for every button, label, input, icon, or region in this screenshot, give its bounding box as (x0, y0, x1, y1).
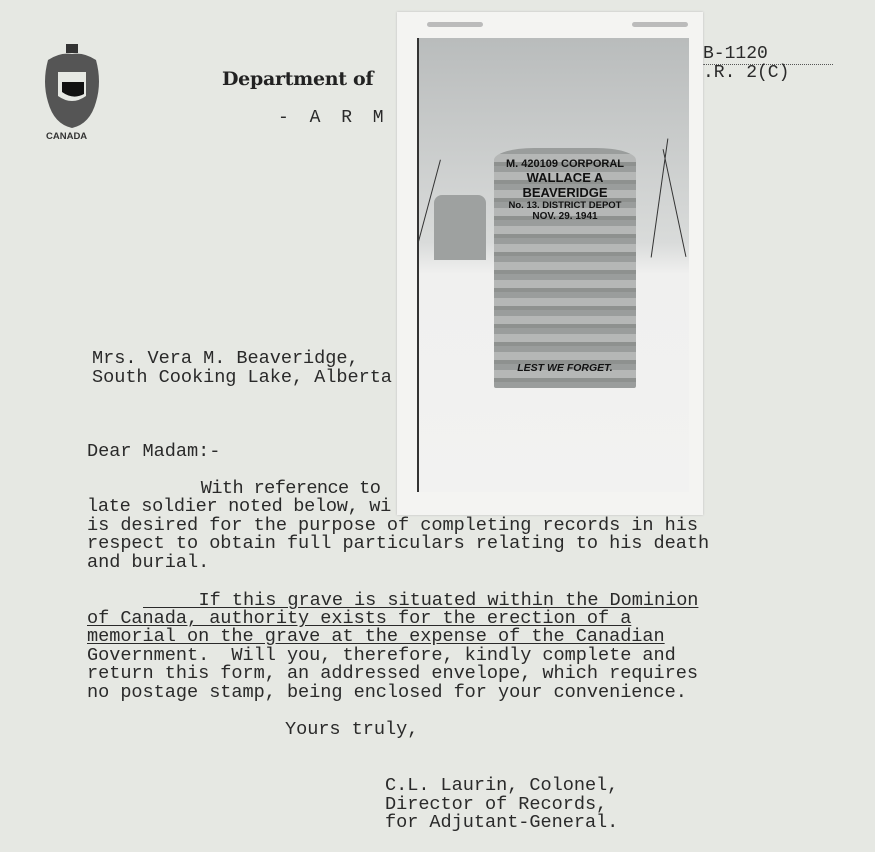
reference-form: .R. 2(C) (703, 63, 790, 83)
paper-clip (427, 22, 483, 27)
canada-coat-of-arms-icon (40, 42, 104, 132)
paragraph-line: and burial. (87, 552, 210, 573)
closing: Yours truly, (285, 719, 419, 740)
paragraph-line: With reference to (148, 478, 381, 499)
reference-number: B-1120 (703, 44, 768, 64)
paragraph-line: Government. Will you, therefore, kindly complete and (87, 645, 676, 666)
paragraph-line: If this grave is situated within the Dominion (143, 590, 699, 611)
paper-clip (632, 22, 688, 27)
paragraph-line: late soldier noted below, wi (87, 496, 392, 517)
stone-inscription: NOV. 29. 1941 (532, 211, 598, 223)
signature-line: C.L. Laurin, Colonel, (385, 775, 619, 796)
addressee-line: Mrs. Vera M. Beaveridge, (92, 348, 359, 369)
paragraph-line: return this form, an addressed envelope, which requires (87, 663, 698, 684)
stone-inscription: No. 13. DISTRICT DEPOT (508, 199, 622, 211)
stone-inscription: M. 420109 CORPORAL (506, 158, 624, 170)
signature-line: Director of Records, (385, 794, 608, 815)
tree (663, 149, 687, 257)
paragraph-line: respect to obtain full particulars relating to his death (87, 533, 710, 554)
paragraph-line: memorial on the grave at the expense of the Canadian (87, 626, 665, 647)
paragraph-line: no postage stamp, being enclosed for your convenience. (87, 682, 687, 703)
department-heading: Department of (222, 68, 374, 90)
headstone (494, 148, 636, 388)
paragraph-line: is desired for the purpose of completing records in his (87, 515, 698, 536)
tree (651, 139, 669, 258)
stone-inscription: BEAVERIDGE (522, 184, 608, 200)
photo-image (417, 38, 689, 492)
gravestone-photograph (397, 12, 703, 515)
salutation: Dear Madam:- (87, 441, 221, 462)
stone-inscription: WALLACE A (526, 169, 604, 185)
branch-heading: - A R M (278, 108, 389, 128)
background-headstone (434, 195, 486, 260)
signature-line: for Adjutant-General. (385, 812, 619, 833)
paragraph-line: of Canada, authority exists for the erection of a (87, 608, 632, 629)
stone-epitaph: LEST WE FORGET. (517, 361, 613, 374)
canada-label: CANADA (46, 131, 88, 142)
addressee-line: South Cooking Lake, Alberta (92, 367, 392, 388)
